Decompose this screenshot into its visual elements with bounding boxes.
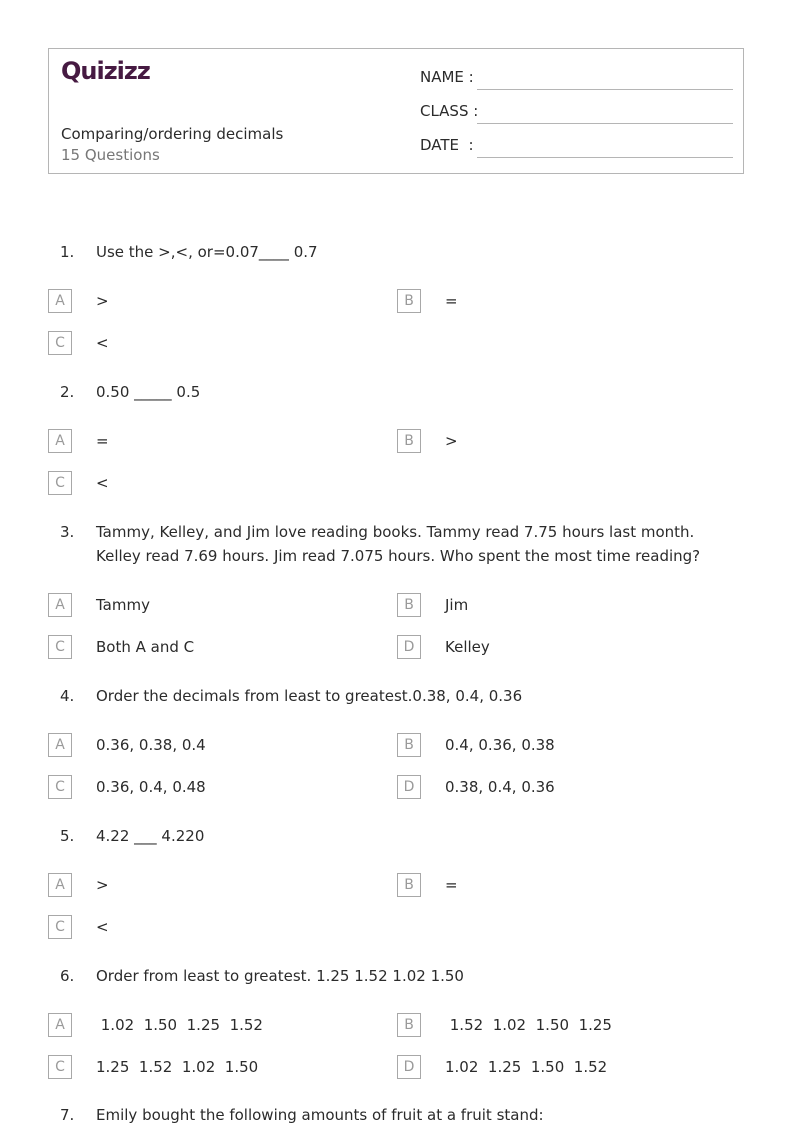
option-text: 0.4, 0.36, 0.38 [445,736,555,754]
option-text: < [96,918,109,936]
option-text: 0.36, 0.38, 0.4 [96,736,206,754]
option-letter: A [48,733,72,757]
option-text: 0.38, 0.4, 0.36 [445,778,555,796]
option-letter: B [397,593,421,617]
option-letter: B [397,429,421,453]
option-letter: B [397,289,421,313]
option-text: 1.02 1.25 1.50 1.52 [445,1058,608,1076]
option-text: Jim [445,596,469,614]
question-text: Tammy, Kelley, and Jim love reading books. Tammy read 7.75 hours last month. Kelley read 7.69 hours. Jim read 7.075 hours. Who spent the most time reading? [96,523,701,565]
option-text: > [96,292,109,310]
option-text: 1.52 1.02 1.50 1.25 [445,1016,612,1034]
date-label: DATE : [420,136,474,154]
option-letter: A [48,289,72,313]
option-letter: B [397,873,421,897]
quizizz-logo: Quizizz [61,57,150,85]
worksheet-title: Comparing/ordering decimals [61,125,284,143]
option-letter: B [397,1013,421,1037]
question-text: Order from least to greatest. 1.25 1.52 1.02 1.50 [96,967,464,985]
option-letter: C [48,1055,72,1079]
option-letter: C [48,775,72,799]
option-text: > [96,876,109,894]
option-text: 1.02 1.50 1.25 1.52 [96,1016,263,1034]
question-text: Emily bought the following amounts of fruit at a fruit stand: [96,1106,544,1124]
question-count: 15 Questions [61,146,160,164]
option-letter: A [48,873,72,897]
option-text: < [96,334,109,352]
option-text: 0.36, 0.4, 0.48 [96,778,206,796]
name-line[interactable] [477,89,733,90]
option-letter: D [397,1055,421,1079]
option-letter: C [48,635,72,659]
question-text: 0.50 _____ 0.5 [96,383,201,401]
option-letter: C [48,471,72,495]
question-text: Order the decimals from least to greatest.0.38, 0.4, 0.36 [96,687,523,705]
question-number: 5. [60,827,75,845]
class-line[interactable] [477,123,733,124]
option-text: < [96,474,109,492]
question-number: 7. [60,1106,75,1124]
option-letter: A [48,593,72,617]
option-letter: B [397,733,421,757]
option-letter: C [48,331,72,355]
question-number: 1. [60,243,75,261]
date-line[interactable] [477,157,733,158]
question-text: 4.22 ___ 4.220 [96,827,205,845]
option-text: Both A and C [96,638,195,656]
question-number: 2. [60,383,75,401]
option-letter: D [397,635,421,659]
option-text: Tammy [96,596,150,614]
class-label: CLASS : [420,102,479,120]
option-text: = [96,432,109,450]
question-number: 4. [60,687,75,705]
worksheet-header [48,48,744,174]
option-letter: D [397,775,421,799]
name-label: NAME : [420,68,474,86]
option-text: > [445,432,458,450]
option-text: 1.25 1.52 1.02 1.50 [96,1058,259,1076]
option-letter: A [48,429,72,453]
option-text: = [445,876,458,894]
question-text: Use the >,<, or=0.07____ 0.7 [96,243,318,261]
option-letter: A [48,1013,72,1037]
option-letter: C [48,915,72,939]
option-text: Kelley [445,638,490,656]
question-number: 3. [60,523,75,541]
question-number: 6. [60,967,75,985]
option-text: = [445,292,458,310]
